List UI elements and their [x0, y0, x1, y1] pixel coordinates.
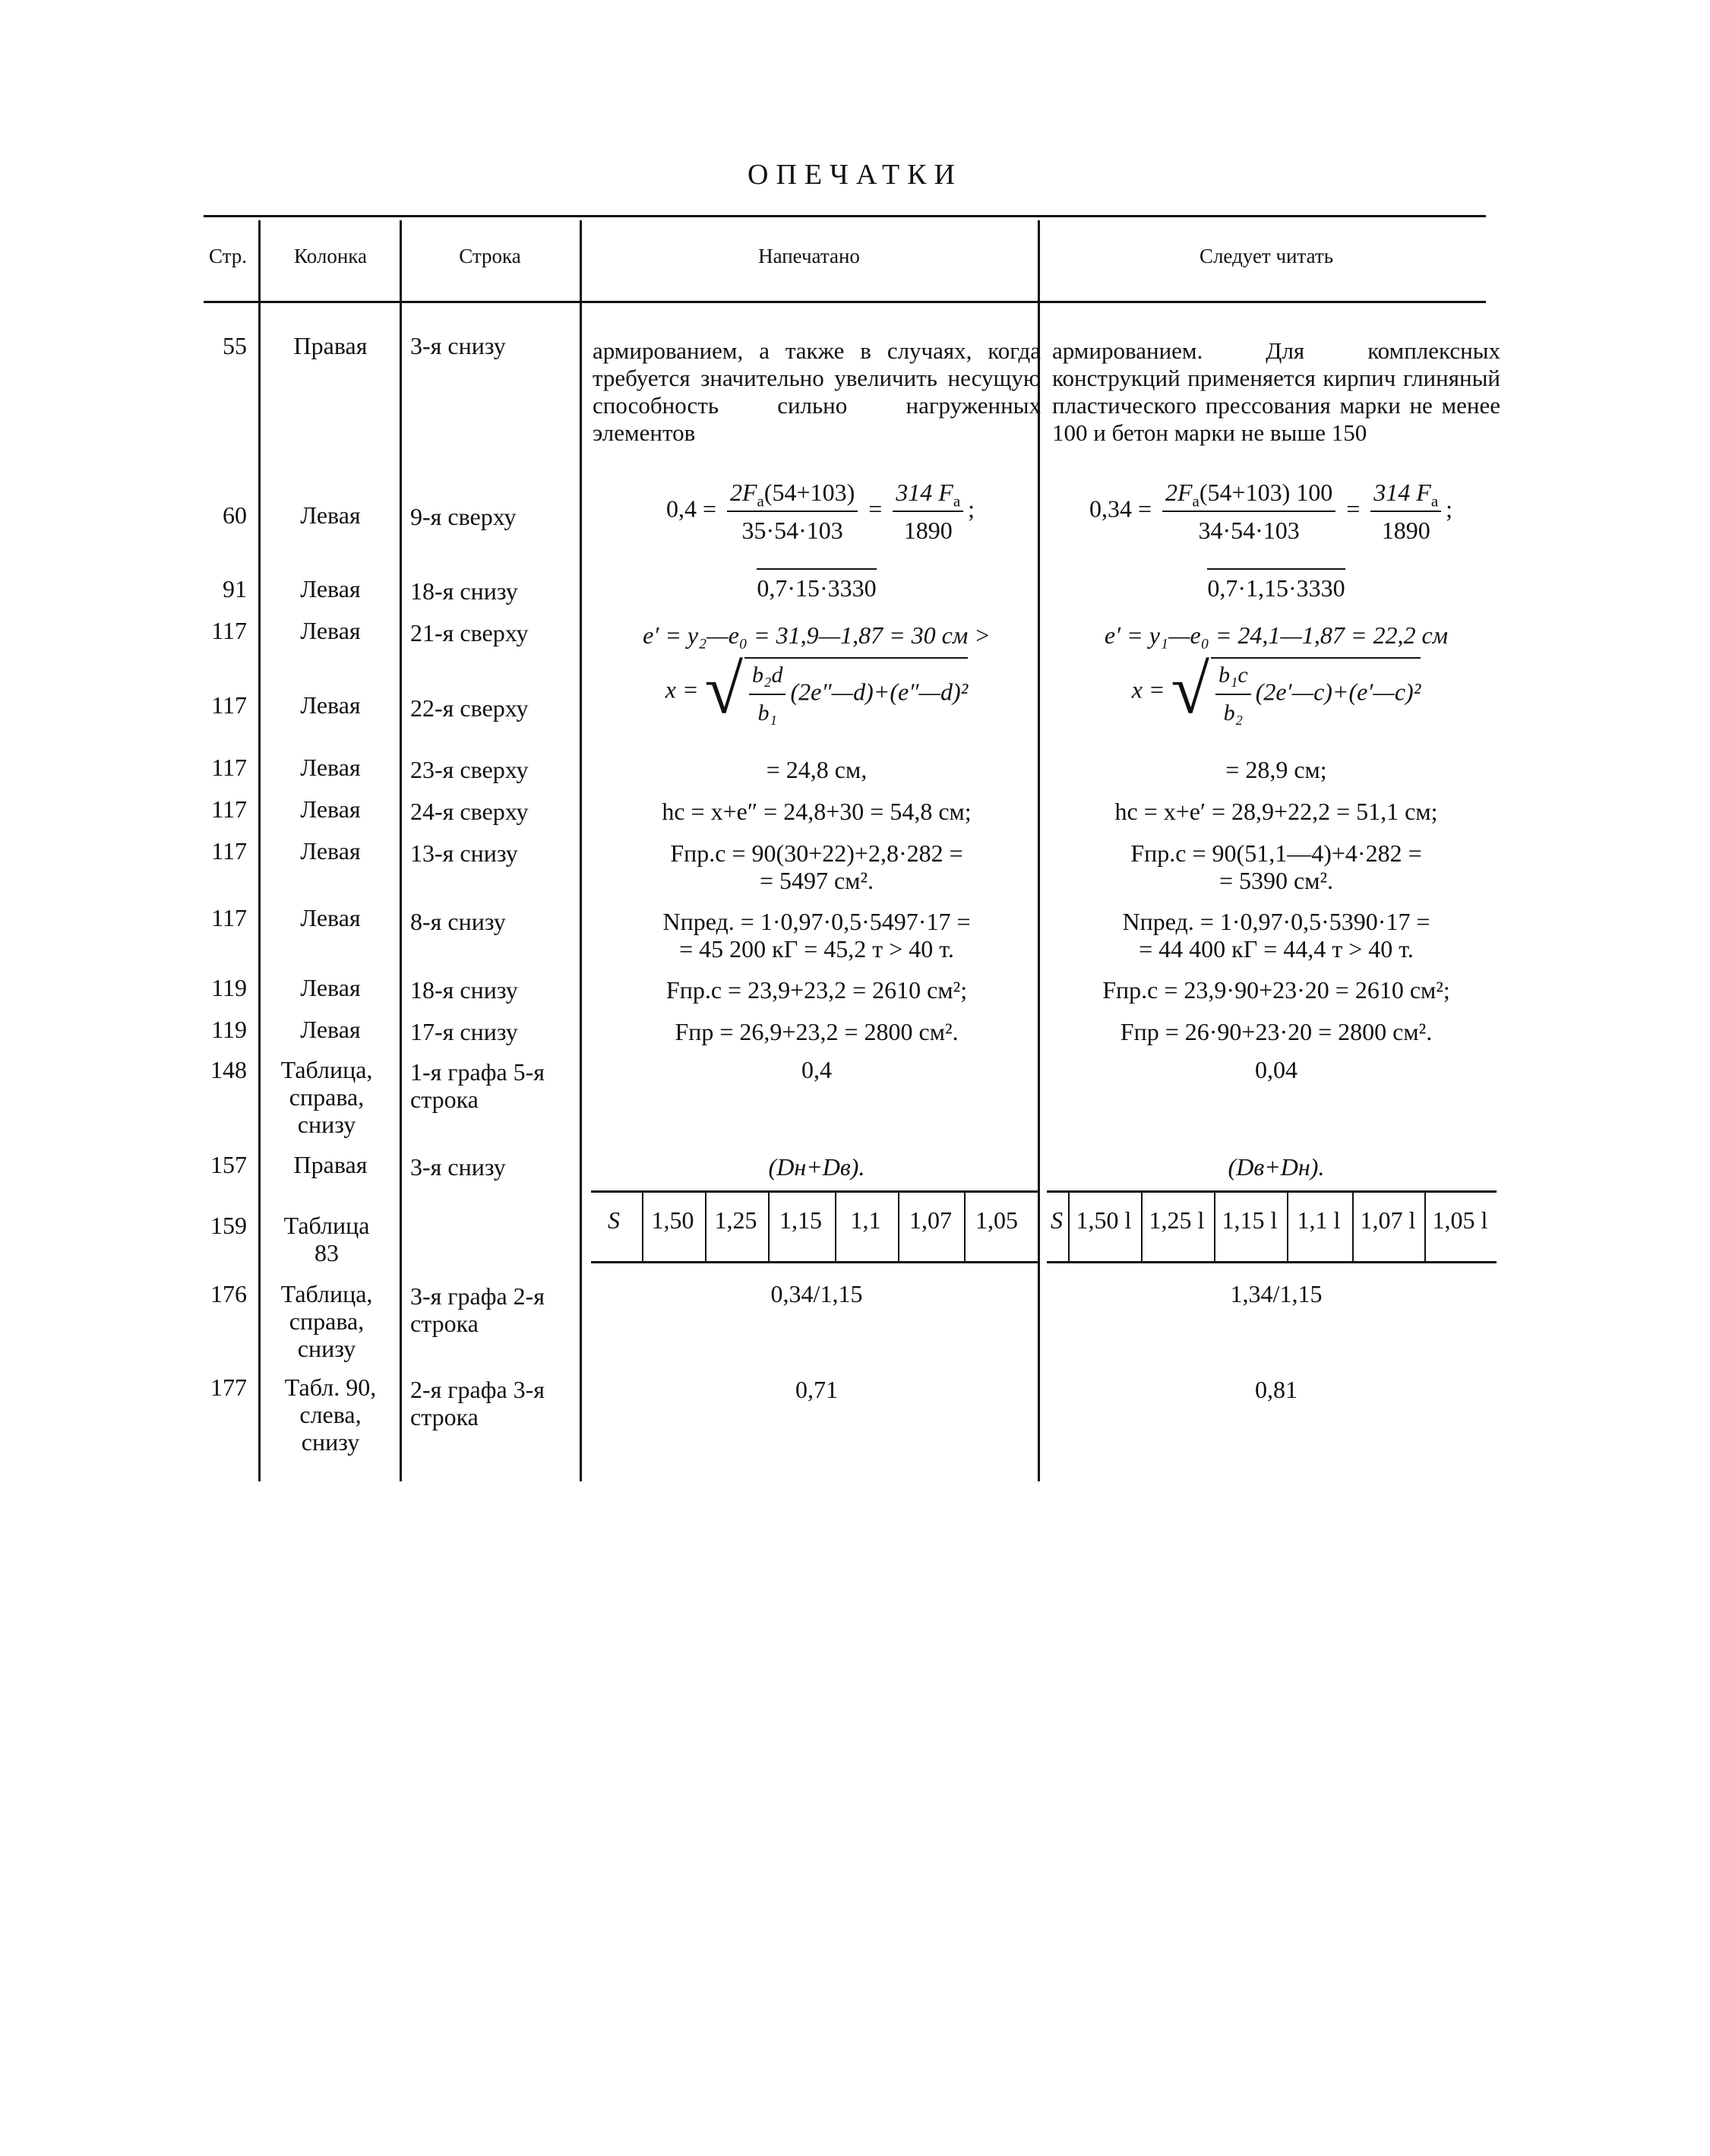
header-top-rule	[204, 215, 1486, 217]
row-should-read-formula	[1052, 650, 1500, 728]
row-line: 22-я сверху	[410, 694, 529, 722]
row-printed-formula	[593, 650, 1041, 728]
row-column: Левая	[300, 754, 361, 781]
column-divider-3	[580, 220, 582, 1481]
row-line: 2-я графа 3-я строка	[410, 1376, 545, 1430]
formula-sub-right: a	[953, 492, 961, 511]
row-page: 117	[211, 691, 247, 719]
sqrt-icon: √	[704, 650, 744, 728]
row-page: 157	[210, 1151, 247, 1178]
formula-sub: a	[1192, 492, 1200, 511]
row-page: 117	[211, 837, 247, 865]
s-cell: S	[608, 1206, 620, 1234]
row-printed: 0,34/1,15	[770, 1280, 863, 1307]
s-cell: 1,05	[975, 1206, 1018, 1234]
row-should-read: e′ = y₁—e₀ = 24,1—1,87 = 22,2 см	[1104, 621, 1449, 649]
row-column: Левая	[300, 691, 361, 719]
row-should-read	[1052, 908, 1500, 963]
column-divider-1	[258, 220, 261, 1481]
row-line: 1-я графа 5-я строка	[410, 1058, 545, 1113]
row-printed: (Dн+Dв).	[768, 1153, 865, 1181]
formula-rest: (2e″—d)+(e″—d)²	[790, 678, 969, 706]
row-line: 3-я снизу	[410, 1153, 506, 1181]
row-column: Левая	[300, 617, 361, 644]
column-divider-2	[400, 220, 402, 1481]
row-line: 18-я снизу	[410, 577, 518, 605]
row-line: 8-я снизу	[410, 908, 506, 935]
formula-line-2: = 5497 см².	[759, 867, 874, 894]
formula-lhs: 0,34 =	[1089, 495, 1152, 523]
formula-num-right: 314 F	[896, 479, 953, 506]
row-line: 17-я снизу	[410, 1018, 518, 1045]
s-cell: 1,25 l	[1149, 1206, 1205, 1234]
formula-num: b₂d	[752, 662, 783, 688]
row-printed: Fпр.с = 23,9+23,2 = 2610 см²;	[665, 976, 968, 1004]
row-column: Левая	[300, 575, 361, 602]
formula-eq: =	[1346, 495, 1361, 523]
row-page: 60	[223, 501, 247, 529]
row-page: 176	[210, 1280, 247, 1307]
header-printed: Напечатано	[758, 245, 860, 267]
row-should-read: Fпр = 26·90+23·20 = 2800 см².	[1120, 1018, 1433, 1045]
row-column: Таблица 83	[283, 1212, 370, 1266]
row-should-read: Fпр.с = 23,9·90+23·20 = 2610 см²;	[1102, 976, 1450, 1004]
row-line: 9-я сверху	[410, 503, 517, 530]
row-page: 177	[210, 1374, 247, 1401]
row-page: 55	[223, 332, 247, 359]
row-column: Левая	[300, 795, 361, 823]
formula-line-2: = 45 200 кГ = 45,2 т > 40 т.	[679, 935, 954, 963]
formula-num: 2F	[730, 479, 757, 506]
formula-den: 34·54·103	[1198, 517, 1300, 544]
row-should-read: 0,81	[1255, 1376, 1298, 1403]
formula-line-1: Fпр.с = 90(51,1—4)+4·282 =	[1130, 839, 1422, 867]
s-cell: 1,15	[779, 1206, 822, 1234]
header-column: Колонка	[294, 245, 367, 267]
formula-rest: (2e′—c)+(e′—c)²	[1255, 678, 1421, 706]
overlined-value: 0,7·1,15·3330	[1207, 568, 1345, 602]
row-should-read: hc = x+e′ = 28,9+22,2 = 51,1 см;	[1114, 798, 1438, 825]
formula-den: 35·54·103	[741, 517, 843, 544]
header-should-read: Следует читать	[1199, 245, 1334, 267]
s-cell: 1,07	[909, 1206, 952, 1234]
row-column: Левая	[300, 904, 361, 931]
row-line: 18-я снизу	[410, 976, 518, 1004]
row-page: 159	[210, 1212, 247, 1239]
row-should-read: 1,34/1,15	[1230, 1280, 1323, 1307]
overlined-value: 0,7·15·3330	[757, 568, 876, 602]
row-printed: 0,71	[795, 1376, 838, 1403]
row-should-read: (Dв+Dн).	[1228, 1153, 1325, 1181]
row-line: 24-я сверху	[410, 798, 529, 825]
row-column: Правая	[293, 1151, 368, 1178]
printed-s-table	[591, 1190, 1039, 1263]
s-cell: 1,25	[714, 1206, 757, 1234]
formula-den: b₂	[1223, 700, 1244, 726]
row-column: Таблица, справа, снизу	[280, 1280, 373, 1362]
row-printed: hc = x+e″ = 24,8+30 = 54,8 см;	[662, 798, 972, 825]
row-printed: = 24,8 см,	[766, 756, 868, 783]
formula-line-2: = 44 400 кГ = 44,4 т > 40 т.	[1139, 935, 1414, 963]
header-page: Стр.	[208, 245, 248, 267]
row-line: 3-я снизу	[410, 332, 506, 359]
formula-sub-right: a	[1430, 492, 1439, 511]
formula-tail: ;	[1446, 495, 1453, 523]
header-line: Строка	[459, 245, 521, 267]
formula-line-1: Nпред. = 1·0,97·0,5·5390·17 =	[1122, 908, 1430, 935]
row-page: 119	[211, 974, 247, 1001]
row-column: Табл. 90, слева, снизу	[284, 1374, 377, 1456]
formula-line-2: = 5390 см².	[1218, 867, 1334, 894]
row-printed: 0,4	[801, 1056, 832, 1083]
formula-line-1: Nпред. = 1·0,97·0,5·5497·17 =	[662, 908, 971, 935]
row-should-read-formula	[1047, 479, 1495, 544]
row-column: Правая	[293, 332, 368, 359]
formula-lhs: x =	[1131, 675, 1165, 703]
header-bottom-rule	[204, 301, 1486, 303]
s-cell: 1,1 l	[1297, 1206, 1341, 1234]
row-printed	[593, 908, 1041, 963]
row-column: Левая	[300, 974, 361, 1001]
row-page: 117	[211, 904, 247, 931]
sqrt-icon: √	[1171, 650, 1209, 728]
row-printed-formula	[608, 479, 1033, 544]
row-line: 13-я снизу	[410, 839, 518, 867]
row-column: Левая	[300, 837, 361, 865]
formula-num-right: 314 F	[1373, 479, 1431, 506]
row-page: 148	[210, 1056, 247, 1083]
row-should-read	[1052, 839, 1500, 894]
row-printed: Fпр = 26,9+23,2 = 2800 см².	[675, 1018, 959, 1045]
formula-num2: (54+103)	[763, 479, 855, 506]
row-line: 3-я графа 2-я строка	[410, 1282, 545, 1337]
should-read-s-table	[1047, 1190, 1497, 1263]
row-column: Таблица, справа, снизу	[280, 1056, 373, 1138]
row-line: 21-я сверху	[410, 619, 529, 646]
formula-den-right: 1890	[1381, 517, 1430, 544]
row-column: Левая	[300, 501, 361, 529]
s-cell: 1,50 l	[1076, 1206, 1132, 1234]
s-cell: 1,50	[651, 1206, 694, 1234]
row-should-read: 0,04	[1255, 1056, 1298, 1083]
formula-den-right: 1890	[903, 517, 953, 544]
formula-den: b₁	[757, 700, 777, 726]
s-cell: 1,15 l	[1222, 1206, 1278, 1234]
s-cell: 1,1	[850, 1206, 881, 1234]
row-page: 117	[211, 754, 247, 781]
row-printed: e′ = y₂—e₀ = 31,9—1,87 = 30 см >	[643, 621, 991, 649]
row-should-read	[1052, 568, 1500, 602]
formula-tail: ;	[968, 495, 975, 523]
row-should-read: = 28,9 см;	[1225, 756, 1327, 783]
formula-lhs: 0,4 =	[665, 495, 716, 523]
formula-line-1: Fпр.с = 90(30+22)+2,8·282 =	[670, 839, 963, 867]
formula-num: b₁c	[1218, 662, 1248, 688]
row-page: 119	[211, 1016, 247, 1043]
row-printed: армированием, а также в случаях, когда требуется значительно увеличить несущую способность сильно нагруженных элементов	[593, 337, 1041, 446]
row-page: 117	[211, 795, 247, 823]
s-cell: 1,07 l	[1360, 1206, 1416, 1234]
row-column: Левая	[300, 1016, 361, 1043]
formula-eq: =	[868, 495, 883, 523]
s-cell: 1,05 l	[1432, 1206, 1488, 1234]
row-line: 23-я сверху	[410, 756, 529, 783]
row-should-read: армированием. Для комплексных конструкций применяется кирпич глиняный пластического прессования марки не менее 100 и бетон марки не выше 150	[1052, 337, 1500, 446]
formula-num: 2F	[1165, 479, 1193, 506]
s-cell: S	[1051, 1206, 1063, 1234]
formula-num2: (54+103) 100	[1199, 479, 1333, 506]
page-title: ОПЕЧАТКИ	[748, 159, 962, 191]
formula-lhs: x =	[665, 675, 699, 703]
row-printed	[593, 568, 1041, 602]
row-page: 117	[211, 617, 247, 644]
row-printed	[593, 839, 1041, 894]
row-page: 91	[223, 575, 247, 602]
formula-sub: a	[757, 492, 764, 511]
